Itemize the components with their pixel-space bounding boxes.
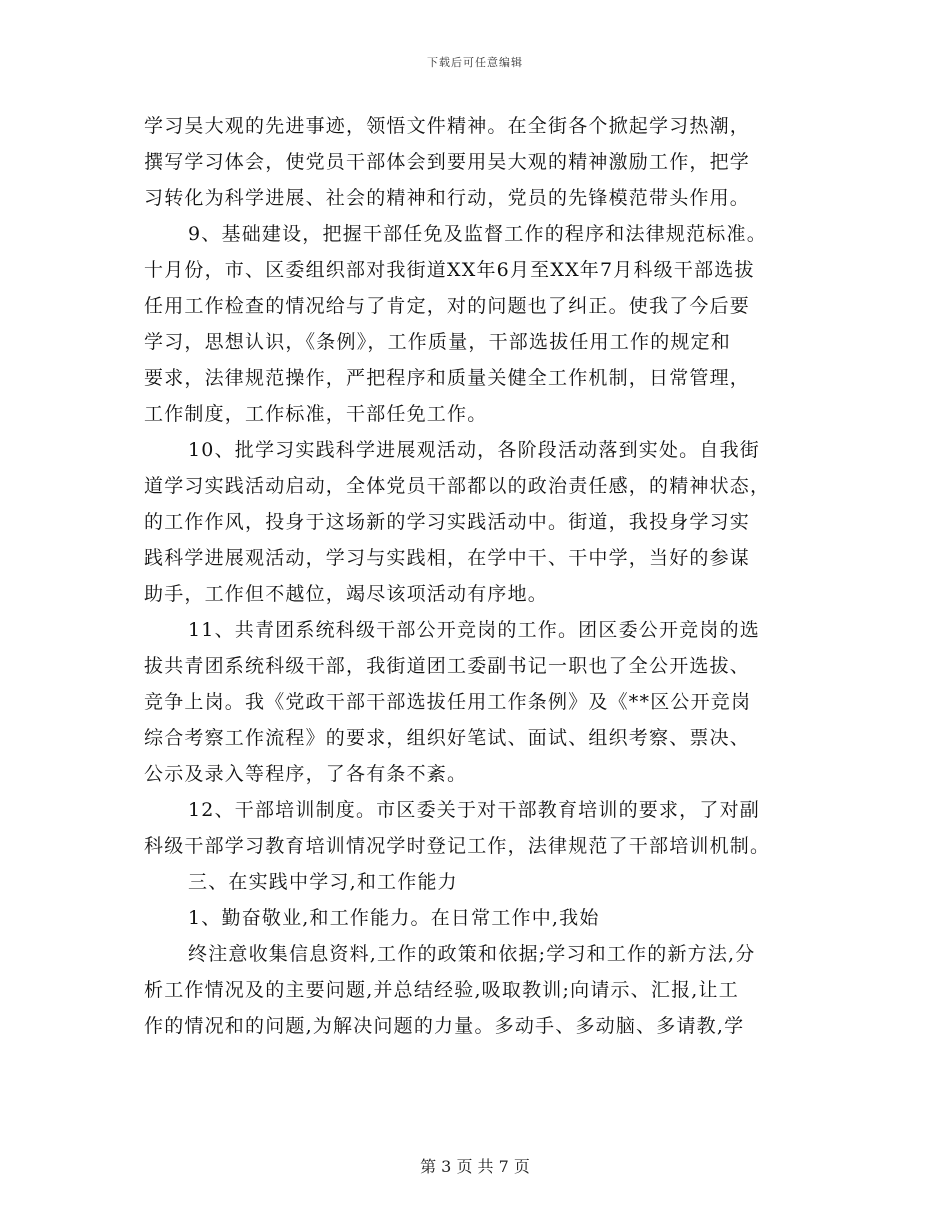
text-line: 工作制度，工作标准，干部任免工作。 (144, 403, 488, 425)
current-page-number: 3 (441, 1157, 452, 1176)
text-line: 道学习实践活动启动，全体党员干部都以的政治责任感，的精神状态， (144, 475, 771, 497)
text-line: 学习吴大观的先进事迹，领悟文件精神。在全街各个掀起学习热潮， (144, 115, 751, 137)
text-line: 的工作作风，投身于这场新的学习实践活动中。街道，我投身学习实 (144, 511, 751, 533)
text-line: 十月份，市、区委组织部对我街道XX年6月至XX年7月科级干部选拔 (144, 259, 755, 281)
text-line: 析工作情况及的主要问题,并总结经验,吸取教训;向请示、汇报,让工 (144, 979, 739, 1001)
paragraph-start-line: 1、勤奋敬业,和工作能力。在日常工作中,我始 (188, 907, 600, 929)
total-pages-number: 7 (498, 1157, 509, 1176)
text-line: 竞争上岗。我《党政干部干部选拔任用工作条例》及《**区公开竞岗 (144, 691, 752, 713)
footer-suffix: 页 (513, 1157, 530, 1176)
page-footer (0, 1154, 950, 1177)
paragraph-start-line: 10、批学习实践科学进展观活动，各阶段活动落到实处。自我街 (188, 439, 760, 461)
text-line: 习转化为科学进展、社会的精神和行动，党员的先锋模范带头作用。 (144, 187, 751, 209)
paragraph-start-line: 9、基础建设，把握干部任免及监督工作的程序和法律规范标准。 (188, 223, 767, 245)
text-line: 助手，工作但不越位，竭尽该项活动有序地。 (144, 583, 549, 605)
paragraph-start-line: 12、干部培训制度。市区委关于对干部教育培训的要求，了对副 (188, 799, 760, 821)
paragraph-start-line: 11、共青团系统科级干部公开竞岗的工作。团区委公开竞岗的选 (188, 619, 760, 641)
text-line: 作的情况和的问题,为解决问题的力量。多动手、多动脑、多请教,学 (144, 1015, 745, 1037)
text-line: 终注意收集信息资料,工作的政策和依据;学习和工作的新方法,分 (188, 943, 756, 965)
text-line: 践科学进展观活动，学习与实践相，在学中干、干中学，当好的参谋 (144, 547, 751, 569)
section-heading: 三、在实践中学习,和工作能力 (188, 871, 458, 893)
text-line: 公示及录入等程序，了各有条不紊。 (144, 763, 468, 785)
header-note: 下载后可任意编辑 (427, 56, 523, 69)
text-line: 任用工作检查的情况给与了肯定，对的问题也了纠正。使我了今后要 (144, 295, 751, 317)
document-body (144, 108, 814, 1044)
text-line: 拔共青团系统科级干部，我街道团工委副书记一职也了全公开选拔、 (144, 655, 751, 677)
footer-prefix: 第 (420, 1157, 437, 1176)
footer-middle: 页 共 (456, 1157, 494, 1176)
text-line: 科级干部学习教育培训情况学时登记工作，法律规范了干部培训机制。 (144, 835, 771, 857)
text-line: 学习，思想认识，《条例》，工作质量，干部选拔任用工作的规定和 (144, 331, 732, 353)
page-header (0, 54, 950, 70)
text-line: 要求，法律规范操作，严把程序和质量关健全工作机制，日常管理， (144, 367, 751, 389)
text-line: 撰写学习体会，使党员干部体会到要用吴大观的精神激励工作，把学 (144, 151, 751, 173)
text-line: 综合考察工作流程》的要求，组织好笔试、面试、组织考察、票决、 (144, 727, 751, 749)
